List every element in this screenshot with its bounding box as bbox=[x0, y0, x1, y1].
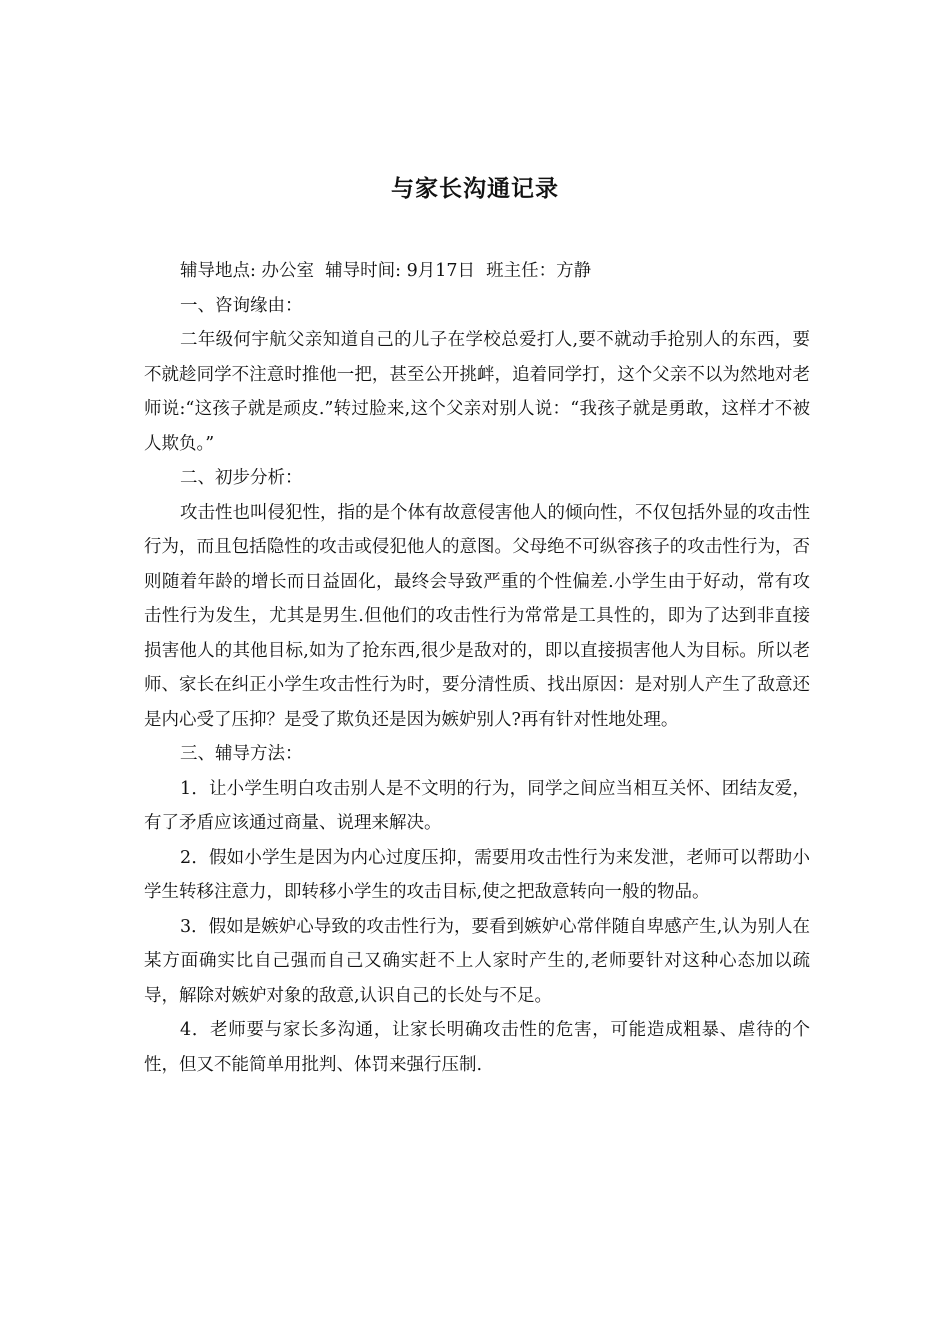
location-label: 辅导地点: bbox=[180, 261, 256, 281]
teacher-value: 方静 bbox=[556, 261, 592, 281]
location-value: 办公室 bbox=[261, 261, 314, 281]
document-title: 与家长沟通记录 bbox=[391, 176, 559, 202]
section-text-analysis: 攻击性也叫侵犯性，指的是个体有故意侵害他人的倾向性，不仅包括外显的攻击性行为，而且包括隐性的攻击或侵犯他人的意图。父母绝不可纵容孩子的攻击性行为，否则随着年龄的增长而日益固化，最终会导致严重的个性偏差.小学生由于好动，常有攻击性行为发生，尤其是男生.但他们的攻击性行为常常是工具性的，即为了达到非直接损害他人的其他目标,如为了抢东西,很少是敌对的，即以直接损害他人为目标。所以老师、家长在纠正小学生攻击性行为时，要分清性质、找出原因：是对别人产生了敌意还是内心受了压抑？是受了欺负还是因为嫉妒别人?再有针对性地处理。 bbox=[144, 502, 810, 730]
document-body bbox=[144, 254, 810, 1082]
section-heading-reason: 一、咨询缘由： bbox=[180, 295, 303, 316]
method-item: 4．老师要与家长多沟通，让家长明确攻击性的危害，可能造成粗暴、虐待的个性，但又不能简单用批判、体罚来强行压制. bbox=[144, 1020, 810, 1075]
time-label: 辅导时间: bbox=[325, 261, 402, 281]
section-heading-methods: 三、辅导方法： bbox=[180, 744, 303, 764]
time-value: 9月17日 bbox=[406, 261, 476, 281]
section-heading-analysis: 二、初步分析： bbox=[180, 468, 303, 488]
meta-line bbox=[144, 254, 810, 289]
method-item: 2．假如小学生是因为内心过度压抑，需要用攻击性行为来发泄，老师可以帮助小学生转移注意力，即转移小学生的攻击目标,使之把敌意转向一般的物品。 bbox=[144, 847, 810, 902]
section-text-reason: 二年级何宇航父亲知道自己的儿子在学校总爱打人,要不就动手抢别人的东西，要不就趁同学不注意时推他一把，甚至公开挑衅，追着同学打，这个父亲不以为然地对老师说:“这孩子就是顽皮.”转过脸来,这个父亲对别人说：“我孩子就是勇敢，这样才不被人欺负。” bbox=[144, 330, 810, 454]
method-item: 1．让小学生明白攻击别人是不文明的行为，同学之间应当相互关怀、团结友爱，有了矛盾应该通过商量、说理来解决。 bbox=[144, 778, 810, 833]
teacher-label: 班主任： bbox=[486, 261, 557, 281]
method-item: 3．假如是嫉妒心导致的攻击性行为，要看到嫉妒心常伴随自卑感产生,认为别人在某方面确实比自己强而自己又确实赶不上人家时产生的,老师要针对这种心态加以疏导，解除对嫉妒对象的敌意,认识自己的长处与不足。 bbox=[144, 916, 810, 1006]
